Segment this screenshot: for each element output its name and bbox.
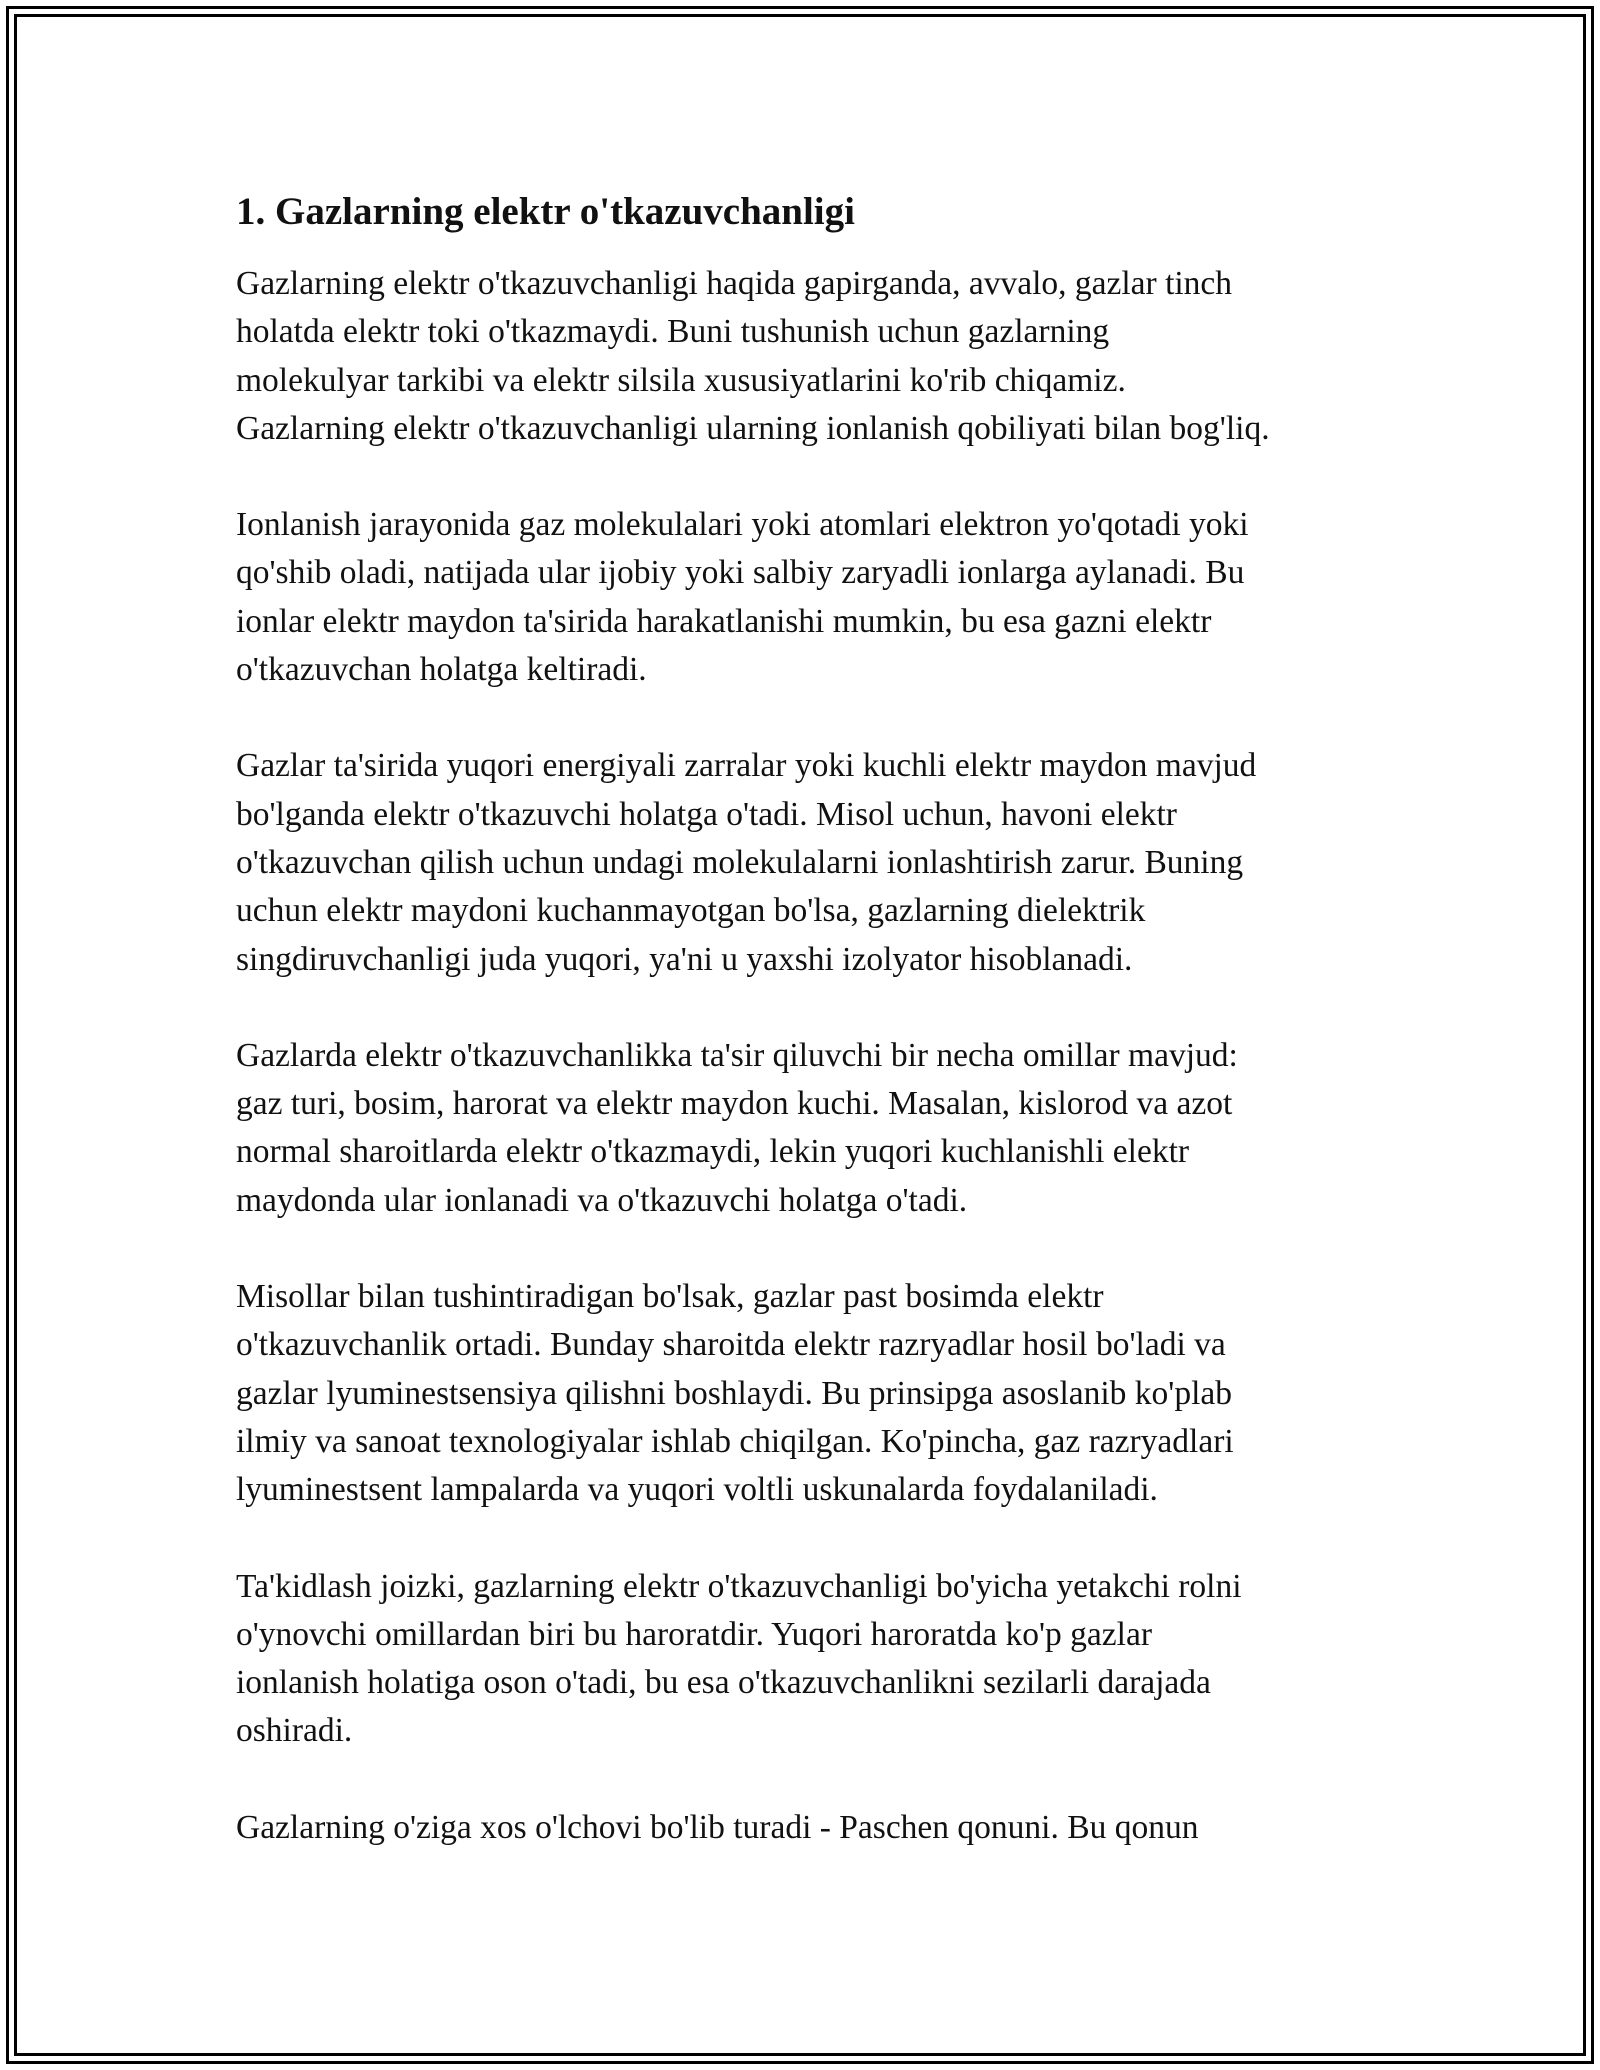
paragraph-2: [236, 501, 1416, 694]
paragraph-6: [236, 1563, 1416, 1756]
text-line: Gazlar ta'sirida yuqori energiyali zarralar yoki kuchli elektr maydon mavjud: [236, 747, 1257, 785]
text-line: Ta'kidlash joizki, gazlarning elektr o'tkazuvchanligi bo'yicha yetakchi rolni: [236, 1567, 1242, 1605]
text-line: Gazlarda elektr o'tkazuvchanlikka ta'sir qiluvchi bir necha omillar mavjud:: [236, 1036, 1238, 1074]
text-line: Gazlarning o'ziga xos o'lchovi bo'lib turadi - Paschen qonuni. Bu qonun: [236, 1808, 1199, 1846]
paragraph-1: [236, 260, 1416, 453]
text-line: uchun elektr maydoni kuchanmayotgan bo'lsa, gazlarning dielektrik: [236, 892, 1146, 930]
section-heading: 1. Gazlarning elektr o'tkazuvchanligi: [236, 190, 855, 233]
text-line: gaz turi, bosim, harorat va elektr maydon kuchi. Masalan, kislorod va azot: [236, 1085, 1233, 1123]
text-line: o'ynovchi omillardan biri bu haroratdir. Yuqori haroratda ko'p gazlar: [236, 1615, 1152, 1653]
text-line: ionlar elektr maydon ta'sirida harakatlanishi mumkin, bu esa gazni elektr: [236, 602, 1212, 640]
text-line: Ionlanish jarayonida gaz molekulalari yoki atomlari elektron yo'qotadi yoki: [236, 506, 1249, 544]
text-line: o'tkazuvchan qilish uchun undagi molekulalarni ionlashtirish zarur. Buning: [236, 843, 1244, 881]
text-line: Gazlarning elektr o'tkazuvchanligi haqida gapirganda, avvalo, gazlar tinch: [236, 265, 1233, 302]
text-line: oshiradi.: [236, 1712, 353, 1750]
text-line: gazlar lyuminestsensiya qilishni boshlaydi. Bu prinsipga asoslanib ko'plab: [236, 1374, 1233, 1412]
text-line: molekulyar tarkibi va elektr silsila xususiyatlarini ko'rib chiqamiz.: [236, 361, 1126, 399]
paragraph-4: [236, 1032, 1416, 1225]
text-line: holatda elektr toki o'tkazmaydi. Buni tushunish uchun gazlarning: [236, 313, 1110, 351]
text-line: o'tkazuvchan holatga keltiradi.: [236, 651, 647, 689]
text-line: ionlanish holatiga oson o'tadi, bu esa o'tkazuvchanlikni sezilarli darajada: [236, 1664, 1211, 1702]
text-line: lyuminestsent lampalarda va yuqori voltli uskunalarda foydalaniladi.: [236, 1471, 1158, 1509]
paragraph-7: [236, 1804, 1416, 1852]
text-line: singdiruvchanligi juda yuqori, ya'ni u yaxshi izolyator hisoblanadi.: [236, 940, 1133, 978]
text-line: Gazlarning elektr o'tkazuvchanligi ularning ionlanish qobiliyati bilan bog'liq.: [236, 409, 1270, 447]
text-line: qo'shib oladi, natijada ular ijobiy yoki salbiy zaryadli ionlarga aylanadi. Bu: [236, 554, 1245, 592]
paragraph-5: [236, 1273, 1416, 1514]
paragraph-3: [236, 742, 1416, 983]
text-line: o'tkazuvchanlik ortadi. Bunday sharoitda elektr razryadlar hosil bo'ladi va: [236, 1326, 1226, 1364]
text-line: Misollar bilan tushintiradigan bo'lsak, gazlar past bosimda elektr: [236, 1278, 1104, 1316]
document-body: [236, 186, 1416, 1900]
text-line: maydonda ular ionlanadi va o'tkazuvchi holatga o'tadi.: [236, 1181, 968, 1219]
text-line: bo'lganda elektr o'tkazuvchi holatga o'tadi. Misol uchun, havoni elektr: [236, 795, 1177, 833]
text-line: normal sharoitlarda elektr o'tkazmaydi, lekin yuqori kuchlanishli elektr: [236, 1133, 1190, 1171]
text-line: ilmiy va sanoat texnologiyalar ishlab chiqilgan. Ko'pincha, gaz razryadlari: [236, 1422, 1234, 1460]
